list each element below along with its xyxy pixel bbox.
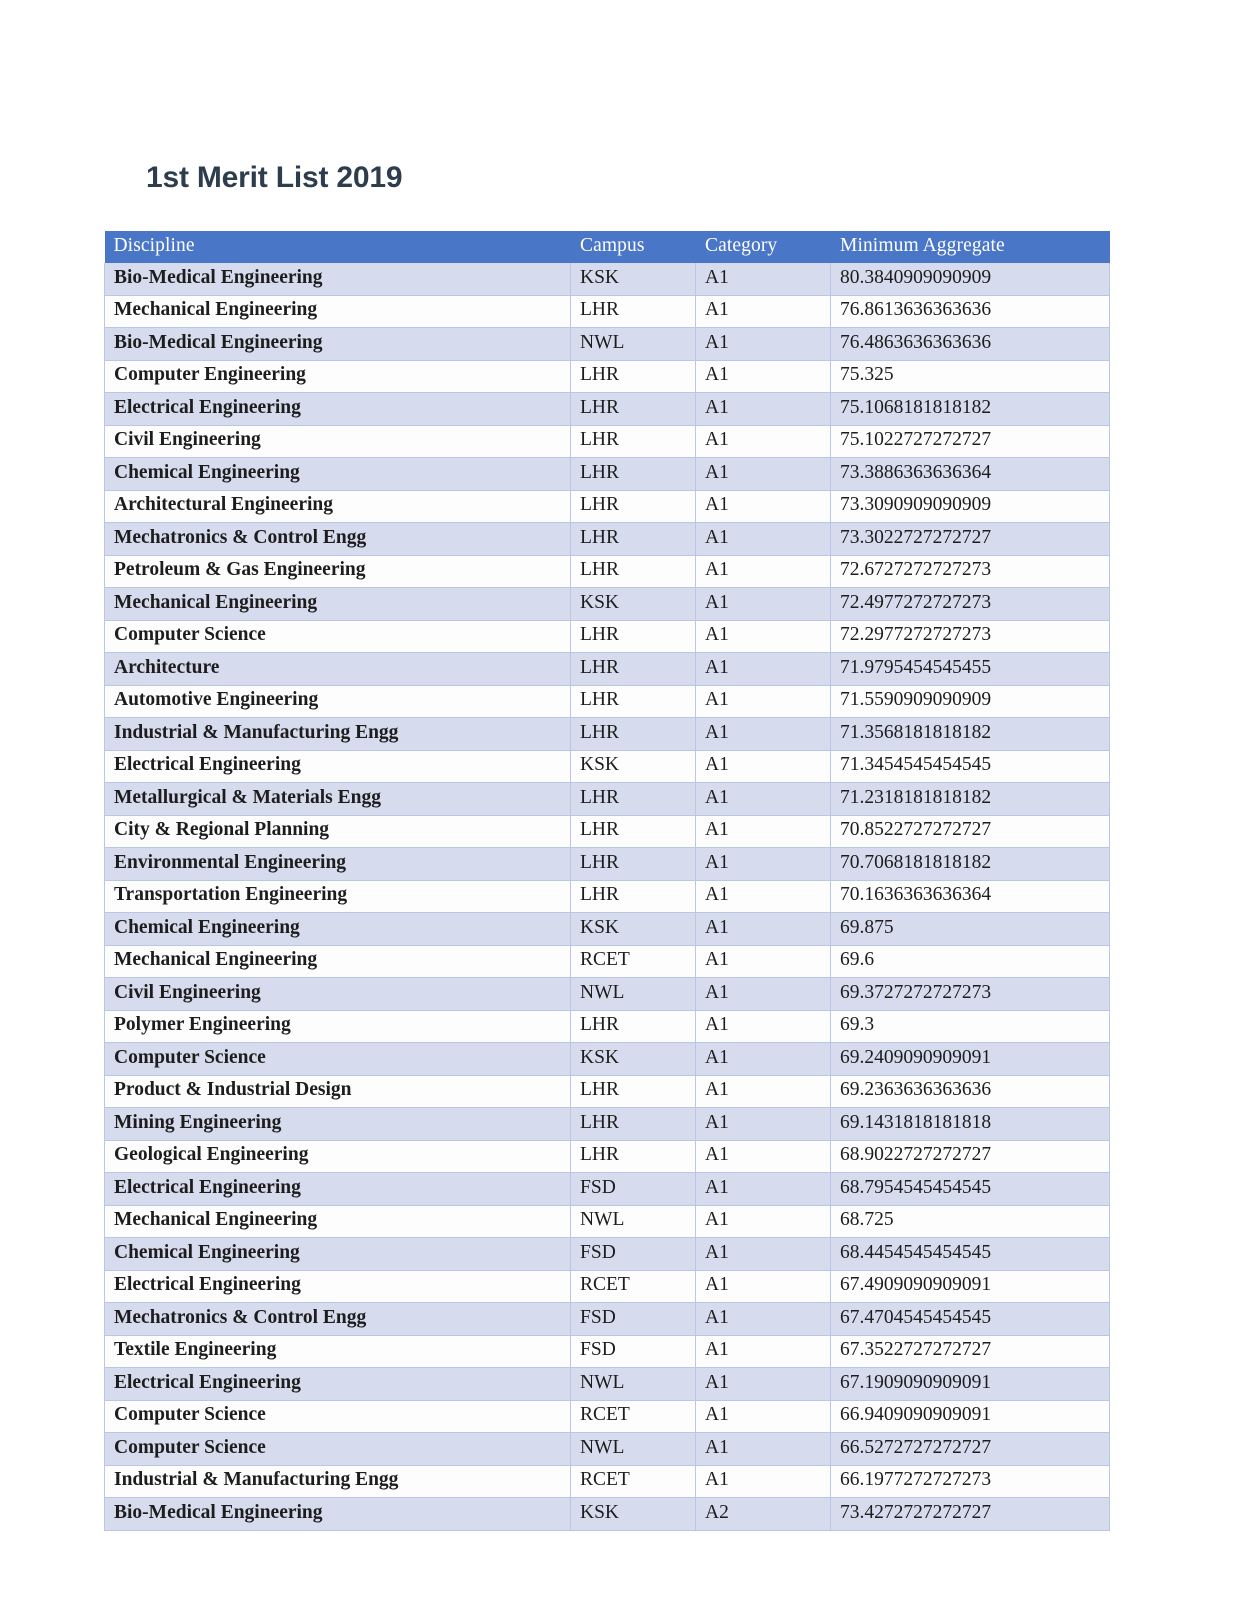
discipline-cell: Mechanical Engineering xyxy=(105,1205,571,1238)
table-row xyxy=(105,360,1110,393)
merit-list-table xyxy=(104,231,1110,1531)
category-cell: A1 xyxy=(696,458,831,491)
discipline-cell: Polymer Engineering xyxy=(105,1010,571,1043)
table-row xyxy=(105,718,1110,751)
campus-cell: KSK xyxy=(571,1498,696,1531)
discipline-cell: Chemical Engineering xyxy=(105,913,571,946)
aggregate-cell: 68.7954545454545 xyxy=(831,1173,1110,1206)
campus-cell: NWL xyxy=(571,978,696,1011)
discipline-cell: Bio-Medical Engineering xyxy=(105,328,571,361)
discipline-cell: Electrical Engineering xyxy=(105,393,571,426)
table-row xyxy=(105,815,1110,848)
discipline-cell: Geological Engineering xyxy=(105,1140,571,1173)
table-row xyxy=(105,295,1110,328)
table-row xyxy=(105,620,1110,653)
campus-cell: LHR xyxy=(571,685,696,718)
aggregate-cell: 69.6 xyxy=(831,945,1110,978)
aggregate-cell: 68.725 xyxy=(831,1205,1110,1238)
campus-cell: LHR xyxy=(571,523,696,556)
aggregate-cell: 68.9022727272727 xyxy=(831,1140,1110,1173)
category-cell: A1 xyxy=(696,360,831,393)
discipline-cell: Transportation Engineering xyxy=(105,880,571,913)
category-cell: A1 xyxy=(696,1270,831,1303)
table-row xyxy=(105,328,1110,361)
page-title: 1st Merit List 2019 xyxy=(146,161,403,195)
aggregate-cell: 69.3 xyxy=(831,1010,1110,1043)
category-cell: A1 xyxy=(696,1010,831,1043)
campus-cell: LHR xyxy=(571,555,696,588)
column-header-category: Category xyxy=(696,231,831,263)
table-row xyxy=(105,1368,1110,1401)
aggregate-cell: 69.1431818181818 xyxy=(831,1108,1110,1141)
table-row xyxy=(105,1173,1110,1206)
table-row xyxy=(105,1205,1110,1238)
aggregate-cell: 72.4977272727273 xyxy=(831,588,1110,621)
campus-cell: LHR xyxy=(571,848,696,881)
campus-cell: LHR xyxy=(571,1140,696,1173)
table-header-row xyxy=(105,231,1110,263)
category-cell: A1 xyxy=(696,523,831,556)
aggregate-cell: 73.3022727272727 xyxy=(831,523,1110,556)
campus-cell: LHR xyxy=(571,653,696,686)
campus-cell: LHR xyxy=(571,425,696,458)
aggregate-cell: 69.3727272727273 xyxy=(831,978,1110,1011)
category-cell: A1 xyxy=(696,848,831,881)
aggregate-cell: 69.875 xyxy=(831,913,1110,946)
table-row xyxy=(105,1433,1110,1466)
campus-cell: LHR xyxy=(571,1010,696,1043)
campus-cell: LHR xyxy=(571,880,696,913)
table-row xyxy=(105,393,1110,426)
discipline-cell: Chemical Engineering xyxy=(105,1238,571,1271)
discipline-cell: Electrical Engineering xyxy=(105,750,571,783)
table-row xyxy=(105,1075,1110,1108)
campus-cell: FSD xyxy=(571,1335,696,1368)
category-cell: A1 xyxy=(696,1368,831,1401)
category-cell: A1 xyxy=(696,1303,831,1336)
discipline-cell: Electrical Engineering xyxy=(105,1368,571,1401)
aggregate-cell: 70.7068181818182 xyxy=(831,848,1110,881)
category-cell: A1 xyxy=(696,1043,831,1076)
merit-list-table-container xyxy=(104,231,1109,1531)
discipline-cell: Computer Science xyxy=(105,1043,571,1076)
aggregate-cell: 73.4272727272727 xyxy=(831,1498,1110,1531)
category-cell: A1 xyxy=(696,750,831,783)
category-cell: A1 xyxy=(696,1400,831,1433)
category-cell: A1 xyxy=(696,880,831,913)
table-row xyxy=(105,945,1110,978)
aggregate-cell: 69.2363636363636 xyxy=(831,1075,1110,1108)
table-row xyxy=(105,1043,1110,1076)
category-cell: A1 xyxy=(696,393,831,426)
category-cell: A1 xyxy=(696,1205,831,1238)
aggregate-cell: 75.1022727272727 xyxy=(831,425,1110,458)
aggregate-cell: 71.2318181818182 xyxy=(831,783,1110,816)
discipline-cell: Bio-Medical Engineering xyxy=(105,263,571,295)
table-row xyxy=(105,1498,1110,1531)
aggregate-cell: 72.6727272727273 xyxy=(831,555,1110,588)
table-row xyxy=(105,1335,1110,1368)
campus-cell: KSK xyxy=(571,913,696,946)
discipline-cell: Computer Science xyxy=(105,620,571,653)
table-row xyxy=(105,1010,1110,1043)
campus-cell: RCET xyxy=(571,1465,696,1498)
discipline-cell: Mechatronics & Control Engg xyxy=(105,523,571,556)
discipline-cell: Computer Science xyxy=(105,1400,571,1433)
aggregate-cell: 73.3886363636364 xyxy=(831,458,1110,491)
campus-cell: LHR xyxy=(571,1075,696,1108)
campus-cell: FSD xyxy=(571,1173,696,1206)
category-cell: A1 xyxy=(696,1238,831,1271)
campus-cell: LHR xyxy=(571,620,696,653)
campus-cell: LHR xyxy=(571,490,696,523)
aggregate-cell: 67.4909090909091 xyxy=(831,1270,1110,1303)
category-cell: A1 xyxy=(696,425,831,458)
campus-cell: LHR xyxy=(571,718,696,751)
discipline-cell: Industrial & Manufacturing Engg xyxy=(105,1465,571,1498)
discipline-cell: Mechanical Engineering xyxy=(105,295,571,328)
campus-cell: RCET xyxy=(571,1270,696,1303)
category-cell: A1 xyxy=(696,1335,831,1368)
category-cell: A1 xyxy=(696,588,831,621)
aggregate-cell: 67.3522727272727 xyxy=(831,1335,1110,1368)
discipline-cell: Mechanical Engineering xyxy=(105,945,571,978)
table-row xyxy=(105,263,1110,295)
campus-cell: LHR xyxy=(571,295,696,328)
category-cell: A1 xyxy=(696,913,831,946)
aggregate-cell: 67.4704545454545 xyxy=(831,1303,1110,1336)
campus-cell: KSK xyxy=(571,750,696,783)
table-row xyxy=(105,1238,1110,1271)
table-row xyxy=(105,1270,1110,1303)
column-header-aggregate: Minimum Aggregate xyxy=(831,231,1110,263)
aggregate-cell: 70.8522727272727 xyxy=(831,815,1110,848)
category-cell: A1 xyxy=(696,555,831,588)
category-cell: A1 xyxy=(696,328,831,361)
aggregate-cell: 68.4454545454545 xyxy=(831,1238,1110,1271)
aggregate-cell: 66.9409090909091 xyxy=(831,1400,1110,1433)
table-row xyxy=(105,1400,1110,1433)
campus-cell: RCET xyxy=(571,1400,696,1433)
campus-cell: LHR xyxy=(571,360,696,393)
table-row xyxy=(105,1140,1110,1173)
discipline-cell: Electrical Engineering xyxy=(105,1173,571,1206)
discipline-cell: Chemical Engineering xyxy=(105,458,571,491)
category-cell: A1 xyxy=(696,685,831,718)
category-cell: A1 xyxy=(696,1140,831,1173)
table-row xyxy=(105,653,1110,686)
discipline-cell: Industrial & Manufacturing Engg xyxy=(105,718,571,751)
aggregate-cell: 80.3840909090909 xyxy=(831,263,1110,295)
table-row xyxy=(105,978,1110,1011)
discipline-cell: Bio-Medical Engineering xyxy=(105,1498,571,1531)
table-row xyxy=(105,1108,1110,1141)
aggregate-cell: 67.1909090909091 xyxy=(831,1368,1110,1401)
table-row xyxy=(105,1465,1110,1498)
table-row xyxy=(105,685,1110,718)
discipline-cell: Mechatronics & Control Engg xyxy=(105,1303,571,1336)
discipline-cell: Architectural Engineering xyxy=(105,490,571,523)
aggregate-cell: 70.1636363636364 xyxy=(831,880,1110,913)
category-cell: A1 xyxy=(696,783,831,816)
aggregate-cell: 71.3568181818182 xyxy=(831,718,1110,751)
aggregate-cell: 75.1068181818182 xyxy=(831,393,1110,426)
campus-cell: LHR xyxy=(571,458,696,491)
aggregate-cell: 71.9795454545455 xyxy=(831,653,1110,686)
campus-cell: RCET xyxy=(571,945,696,978)
table-row xyxy=(105,880,1110,913)
table-row xyxy=(105,458,1110,491)
aggregate-cell: 71.3454545454545 xyxy=(831,750,1110,783)
campus-cell: LHR xyxy=(571,783,696,816)
category-cell: A1 xyxy=(696,815,831,848)
table-row xyxy=(105,555,1110,588)
category-cell: A1 xyxy=(696,490,831,523)
aggregate-cell: 75.325 xyxy=(831,360,1110,393)
table-row xyxy=(105,588,1110,621)
campus-cell: LHR xyxy=(571,1108,696,1141)
campus-cell: FSD xyxy=(571,1238,696,1271)
table-row xyxy=(105,523,1110,556)
category-cell: A1 xyxy=(696,978,831,1011)
discipline-cell: Product & Industrial Design xyxy=(105,1075,571,1108)
table-body xyxy=(105,263,1110,1530)
discipline-cell: Petroleum & Gas Engineering xyxy=(105,555,571,588)
category-cell: A1 xyxy=(696,295,831,328)
aggregate-cell: 69.2409090909091 xyxy=(831,1043,1110,1076)
campus-cell: KSK xyxy=(571,263,696,295)
aggregate-cell: 66.5272727272727 xyxy=(831,1433,1110,1466)
discipline-cell: Metallurgical & Materials Engg xyxy=(105,783,571,816)
discipline-cell: Civil Engineering xyxy=(105,978,571,1011)
table-row xyxy=(105,913,1110,946)
campus-cell: LHR xyxy=(571,815,696,848)
campus-cell: KSK xyxy=(571,1043,696,1076)
category-cell: A1 xyxy=(696,620,831,653)
category-cell: A1 xyxy=(696,1433,831,1466)
discipline-cell: Textile Engineering xyxy=(105,1335,571,1368)
campus-cell: KSK xyxy=(571,588,696,621)
discipline-cell: Civil Engineering xyxy=(105,425,571,458)
campus-cell: NWL xyxy=(571,1368,696,1401)
aggregate-cell: 76.8613636363636 xyxy=(831,295,1110,328)
table-row xyxy=(105,425,1110,458)
aggregate-cell: 71.5590909090909 xyxy=(831,685,1110,718)
campus-cell: FSD xyxy=(571,1303,696,1336)
table-row xyxy=(105,750,1110,783)
discipline-cell: Computer Science xyxy=(105,1433,571,1466)
discipline-cell: Electrical Engineering xyxy=(105,1270,571,1303)
category-cell: A1 xyxy=(696,945,831,978)
campus-cell: LHR xyxy=(571,393,696,426)
discipline-cell: Mechanical Engineering xyxy=(105,588,571,621)
discipline-cell: Mining Engineering xyxy=(105,1108,571,1141)
category-cell: A1 xyxy=(696,1173,831,1206)
category-cell: A1 xyxy=(696,263,831,295)
table-row xyxy=(105,490,1110,523)
aggregate-cell: 76.4863636363636 xyxy=(831,328,1110,361)
category-cell: A2 xyxy=(696,1498,831,1531)
table-row xyxy=(105,1303,1110,1336)
category-cell: A1 xyxy=(696,653,831,686)
table-header xyxy=(105,231,1110,263)
column-header-discipline: Discipline xyxy=(105,231,571,263)
category-cell: A1 xyxy=(696,1465,831,1498)
aggregate-cell: 66.1977272727273 xyxy=(831,1465,1110,1498)
discipline-cell: Automotive Engineering xyxy=(105,685,571,718)
table-row xyxy=(105,848,1110,881)
campus-cell: NWL xyxy=(571,328,696,361)
category-cell: A1 xyxy=(696,1075,831,1108)
table-row xyxy=(105,783,1110,816)
discipline-cell: City & Regional Planning xyxy=(105,815,571,848)
aggregate-cell: 73.3090909090909 xyxy=(831,490,1110,523)
category-cell: A1 xyxy=(696,718,831,751)
discipline-cell: Environmental Engineering xyxy=(105,848,571,881)
column-header-campus: Campus xyxy=(571,231,696,263)
discipline-cell: Computer Engineering xyxy=(105,360,571,393)
category-cell: A1 xyxy=(696,1108,831,1141)
campus-cell: NWL xyxy=(571,1205,696,1238)
campus-cell: NWL xyxy=(571,1433,696,1466)
discipline-cell: Architecture xyxy=(105,653,571,686)
aggregate-cell: 72.2977272727273 xyxy=(831,620,1110,653)
